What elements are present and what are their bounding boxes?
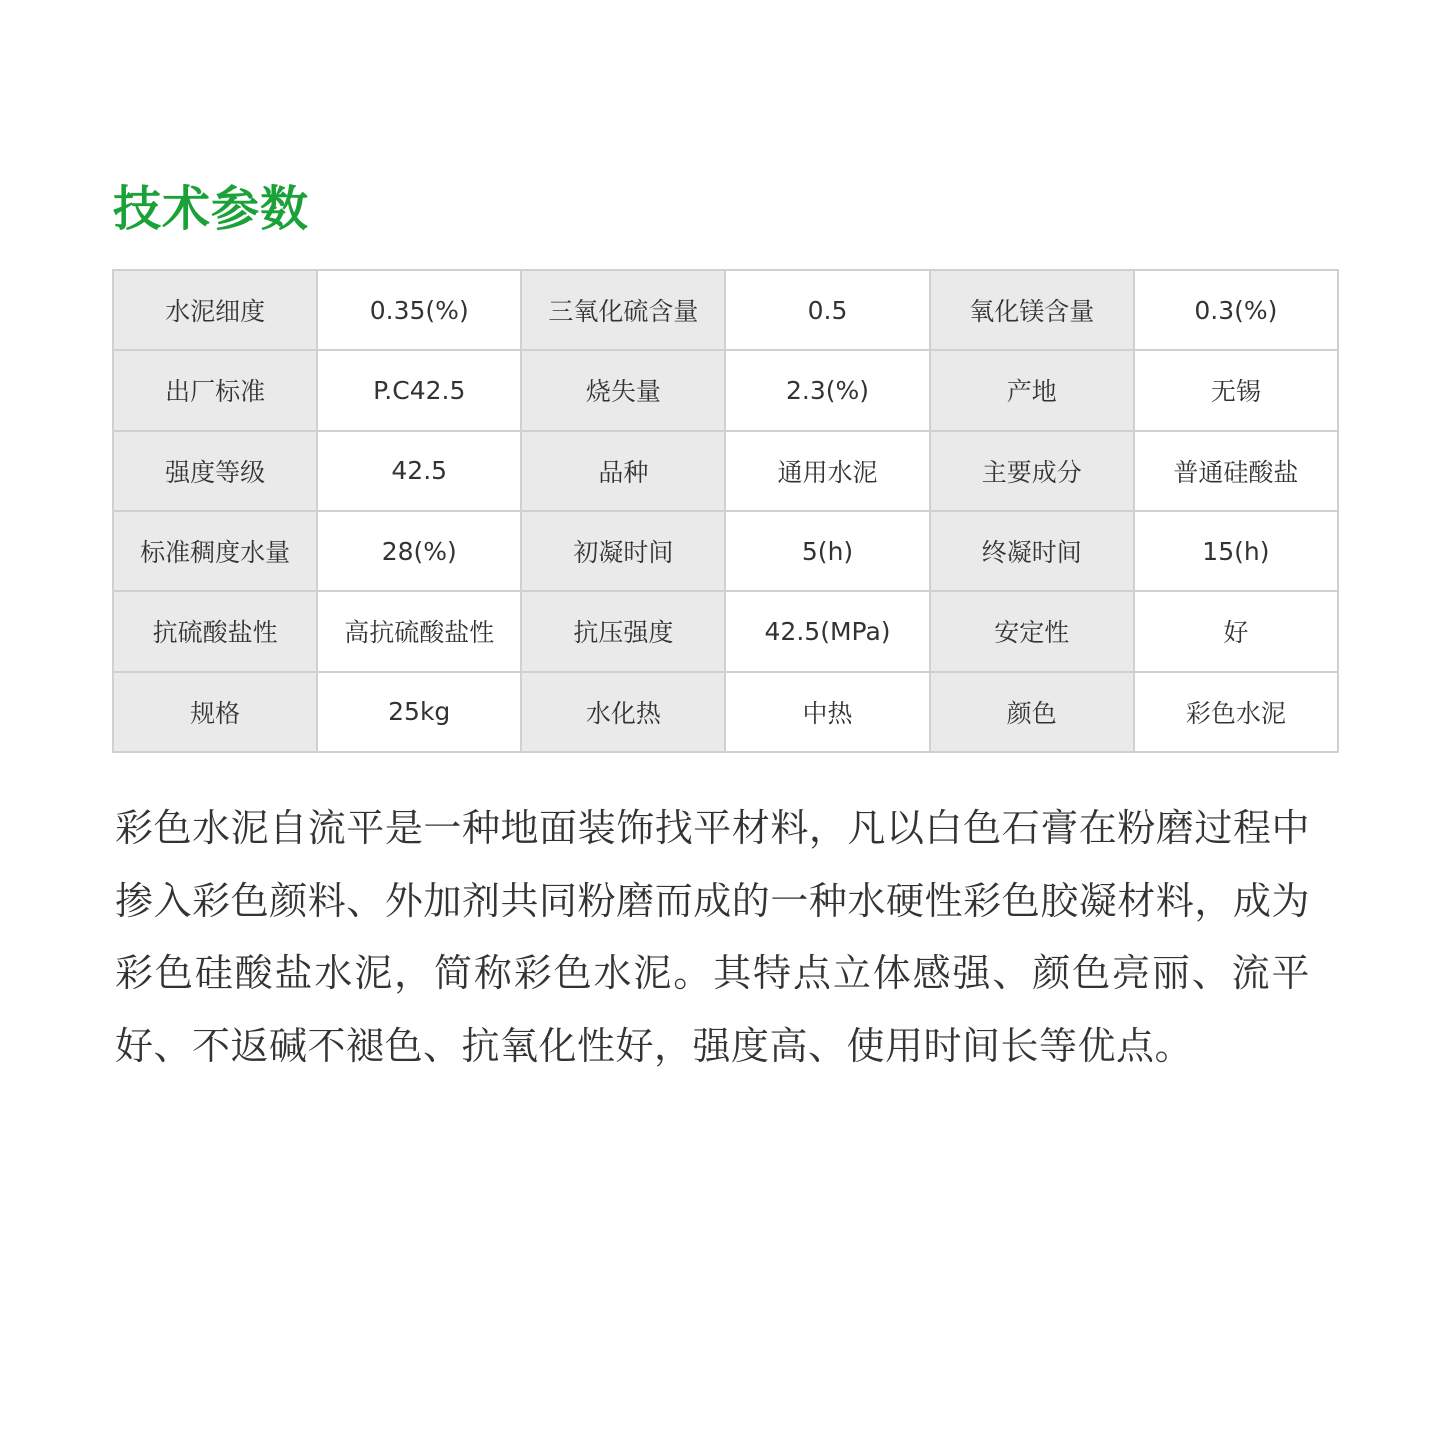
table-row [113,591,1338,671]
spec-label: 三氧化硫含量 [521,270,725,350]
spec-value: 2.3(%) [725,350,929,430]
spec-value: 中热 [725,672,929,752]
spec-label: 规格 [113,672,317,752]
spec-label: 烧失量 [521,350,725,430]
spec-label: 强度等级 [113,431,317,511]
spec-value: 彩色水泥 [1134,672,1338,752]
spec-value: 42.5 [317,431,521,511]
product-description: 彩色水泥自流平是一种地面装饰找平材料，凡以白色石膏在粉磨过程中掺入彩色颜料、外加剂共同粉磨而成的一种水硬性彩色胶凝材料，成为彩色硅酸盐水泥，简称彩色水泥。其特点立体感强、颜色亮丽、流平好、不返碱不褪色、抗氧化性好，强度高、使用时间长等优点。 [115,806,1310,1068]
spec-value: 15(h) [1134,511,1338,591]
spec-value: 无锡 [1134,350,1338,430]
table-row [113,672,1338,752]
spec-value: 0.3(%) [1134,270,1338,350]
table-row [113,511,1338,591]
spec-value: 25kg [317,672,521,752]
spec-value: P.C42.5 [317,350,521,430]
spec-label: 标准稠度水量 [113,511,317,591]
spec-label: 抗硫酸盐性 [113,591,317,671]
spec-label: 抗压强度 [521,591,725,671]
spec-label: 品种 [521,431,725,511]
spec-label: 出厂标准 [113,350,317,430]
spec-label: 水泥细度 [113,270,317,350]
spec-label: 产地 [930,350,1134,430]
spec-label: 终凝时间 [930,511,1134,591]
spec-value: 通用水泥 [725,431,929,511]
spec-value: 好 [1134,591,1338,671]
spec-label: 颜色 [930,672,1134,752]
spec-table [112,269,1339,753]
spec-value: 0.35(%) [317,270,521,350]
table-row [113,350,1338,430]
spec-value: 高抗硫酸盐性 [317,591,521,671]
spec-label: 主要成分 [930,431,1134,511]
section-title: 技术参数 [113,181,310,237]
spec-label: 初凝时间 [521,511,725,591]
spec-value: 0.5 [725,270,929,350]
spec-value: 5(h) [725,511,929,591]
spec-label: 水化热 [521,672,725,752]
table-row [113,270,1338,350]
spec-value: 28(%) [317,511,521,591]
spec-label: 氧化镁含量 [930,270,1134,350]
spec-value: 普通硅酸盐 [1134,431,1338,511]
table-row [113,431,1338,511]
spec-label: 安定性 [930,591,1134,671]
spec-value: 42.5(MPa) [725,591,929,671]
